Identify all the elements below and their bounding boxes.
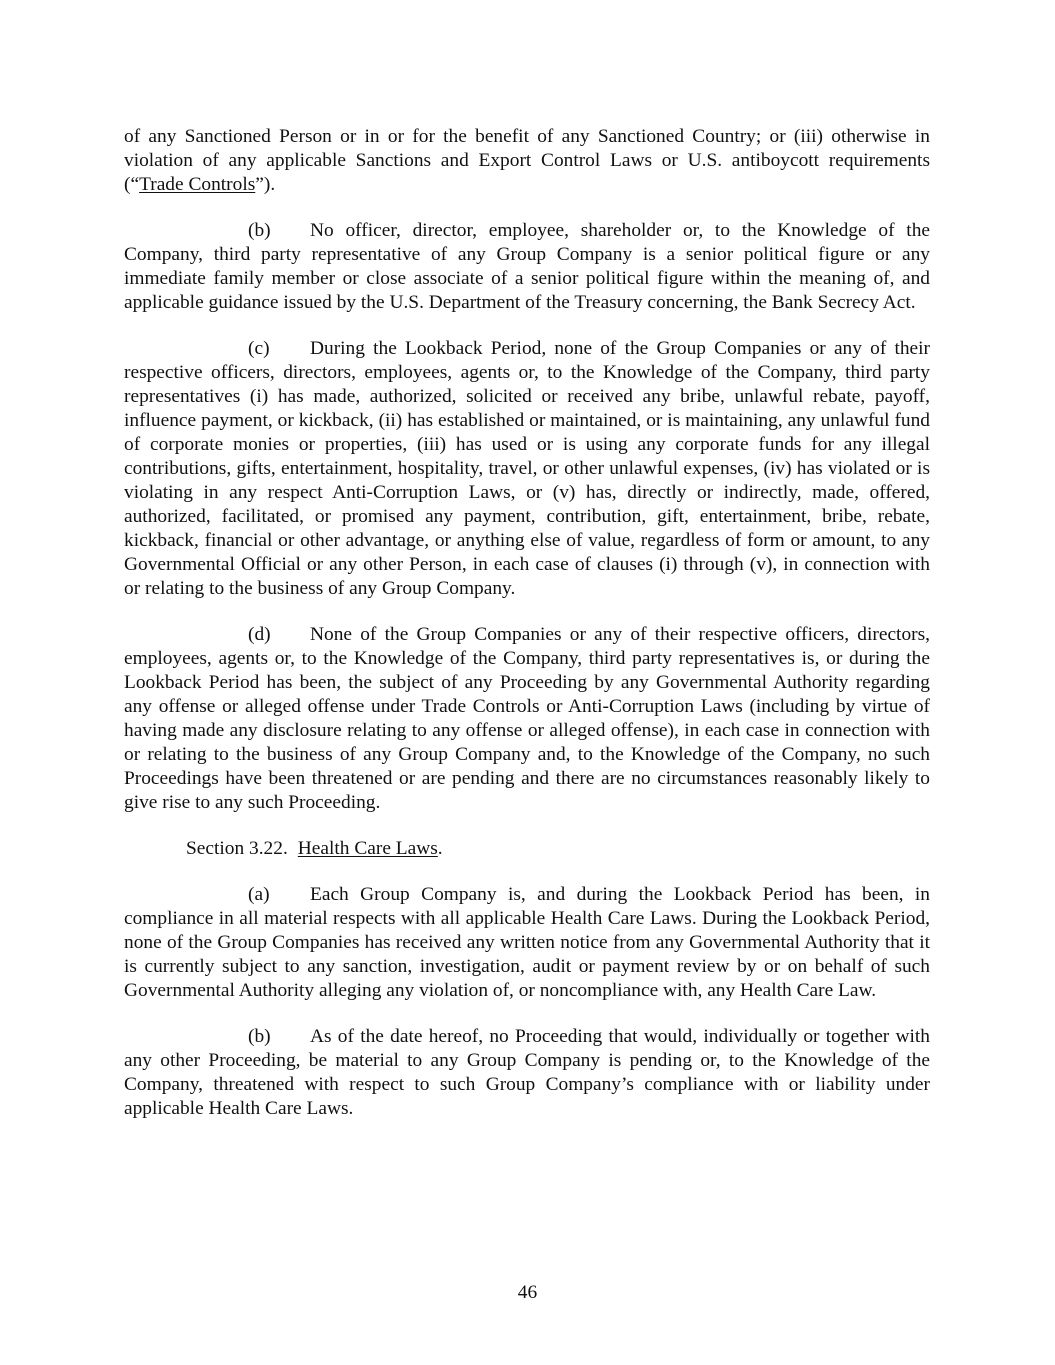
page-number: 46 — [517, 1282, 538, 1303]
paragraph-3-22-b — [124, 1025, 930, 1121]
paragraph-label: (b) — [248, 220, 271, 241]
defined-term-trade-controls: Trade Controls — [139, 174, 256, 195]
paragraph-text: No officer, director, employee, shareholder or, to the Knowledge of the Company, third party representative of any Group Company is a senior political figure or any immediate family member or close associate of a senior political figure within the meaning of, and applicable guidance issued by the U.S. Department of the Treasury concerning, the Bank Secrecy Act. — [124, 220, 930, 313]
continuation-paragraph — [124, 125, 930, 197]
section-number: Section 3.22. — [186, 838, 288, 859]
continuation-closing: ”). — [255, 174, 276, 195]
paragraph-label: (a) — [248, 884, 270, 905]
paragraph-text: None of the Group Companies or any of their respective officers, directors, employees, agents or, to the Knowledge of the Company, third party representatives is, or during the Lookback Period has been, the subject of any Proceeding by any Governmental Authority regarding any offense or alleged offense under Trade Controls or Anti-Corruption Laws (including by virtue of having made any disclosure relating to any offense or alleged offense), in each case in connection with or relating to the business of any Group Company and, to the Knowledge of the Company, no such Proceedings have been threatened or are pending and there are no circumstances reasonably likely to give rise to any such Proceeding. — [124, 624, 930, 813]
paragraph-label: (c) — [248, 338, 270, 359]
paragraph-label: (b) — [248, 1026, 271, 1047]
paragraph-label: (d) — [248, 624, 271, 645]
section-heading-3-22 — [124, 837, 930, 861]
paragraph-3-21-c — [124, 337, 930, 601]
paragraph-3-21-d — [124, 623, 930, 815]
paragraph-text: During the Lookback Period, none of the Group Companies or any of their respective officers, directors, employees, agents or, to the Knowledge of the Company, third party representatives (i) has made, authorized, solicited or received any bribe, unlawful rebate, payoff, influence payment, or kickback, (ii) has established or maintained, or is maintaining, any unlawful fund of corporate monies or properties, (iii) has used or is using any corporate funds for any illegal contributions, gifts, entertainment, hospitality, travel, or other unlawful expenses, (iv) has violated or is violating in any respect Anti-Corruption Laws, or (v) has, directly or indirectly, made, offered, authorized, facilitated, or promised any payment, contribution, gift, entertainment, bribe, rebate, kickback, financial or other advantage, or anything else of value, regardless of form or amount, to any Governmental Official or any other Person, in each case of clauses (i) through (v), in connection with or relating to the business of any Group Company. — [124, 338, 930, 599]
section-title: Health Care Laws — [297, 838, 438, 859]
paragraph-text: Each Group Company is, and during the Lookback Period has been, in compliance in all material respects with all applicable Health Care Laws. During the Lookback Period, none of the Group Companies has received any written notice from any Governmental Authority that it is currently subject to any sanction, investigation, audit or payment review by or on behalf of such Governmental Authority alleging any violation of, or noncompliance with, any Health Care Law. — [124, 884, 930, 1001]
section-title-punct: . — [437, 838, 443, 859]
continuation-text: of any Sanctioned Person or in or for the benefit of any Sanctioned Country; or (iii) otherwise in violation of any applicable Sanctions and Export Control Laws or U.S. antiboycott requirements (“ — [124, 126, 930, 195]
paragraph-text: As of the date hereof, no Proceeding that would, individually or together with any other Proceeding, be material to any Group Company is pending or, to the Knowledge of the Company, threatened with respect to such Group Company’s compliance with or liability under applicable Health Care Laws. — [124, 1026, 930, 1119]
paragraph-3-22-a — [124, 883, 930, 1003]
paragraph-3-21-b — [124, 219, 930, 315]
document-page — [124, 125, 930, 1143]
